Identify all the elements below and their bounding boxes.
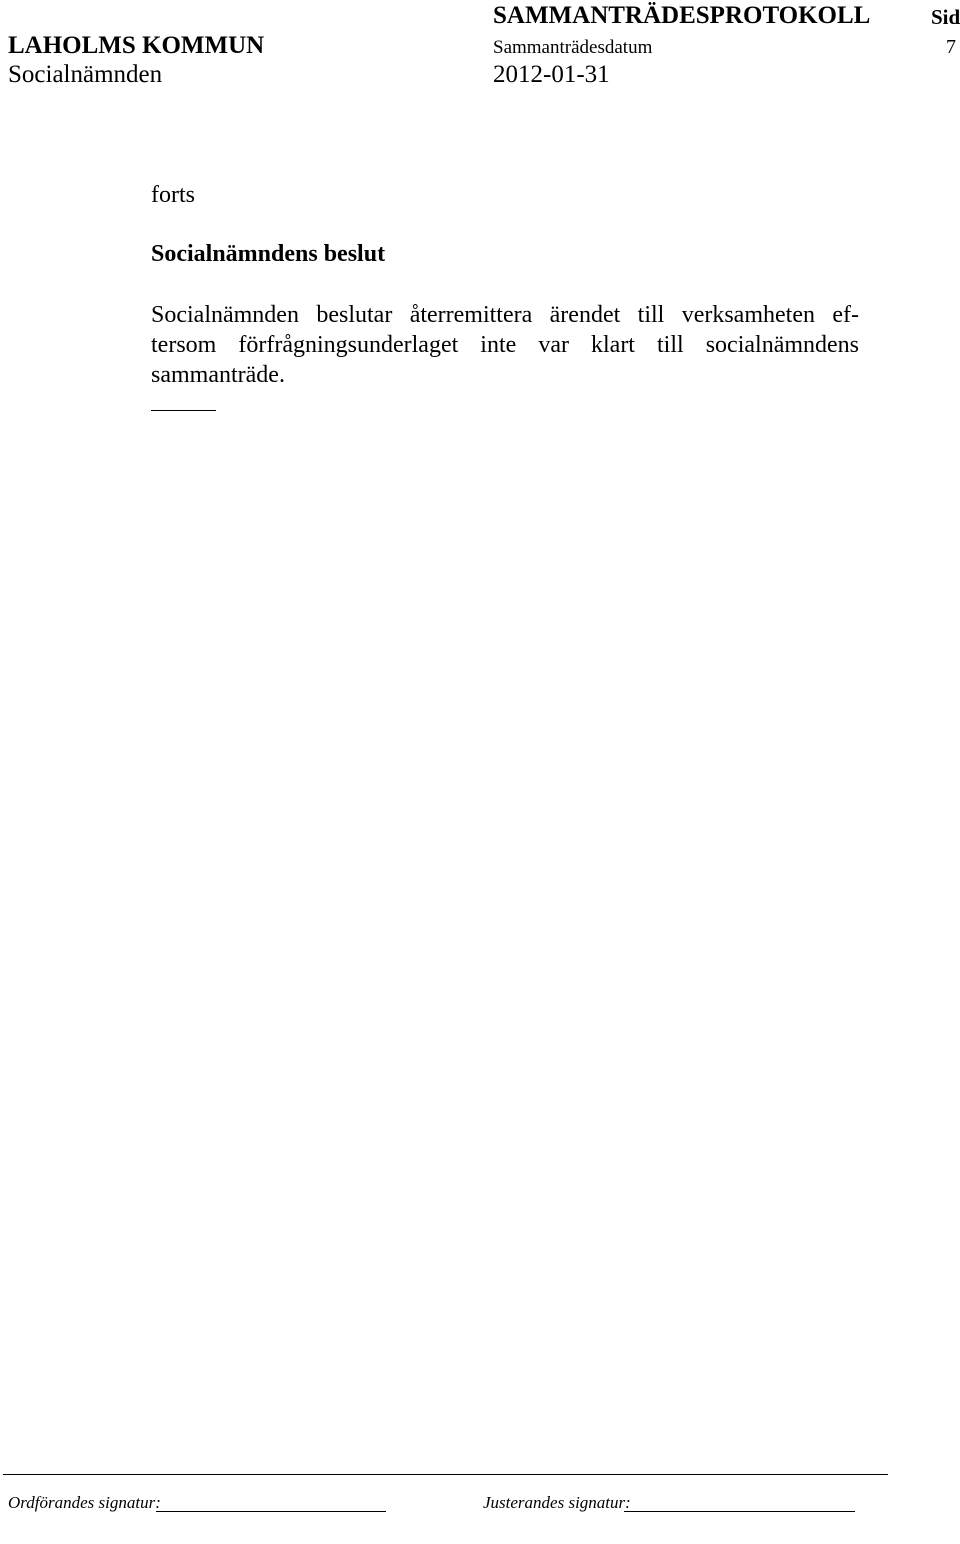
decision-paragraph (151, 300, 859, 390)
page-number: 7 (946, 36, 956, 58)
adjuster-signature-line (624, 1511, 855, 1512)
meeting-date-label: Sammanträdesdatum (493, 37, 653, 58)
adjuster-signature-label: Justerandes signatur: (483, 1493, 631, 1512)
paragraph-line: sammanträde. (151, 362, 285, 388)
decision-heading: Socialnämndens beslut (151, 241, 386, 267)
organization-name: LAHOLMS KOMMUN (8, 32, 265, 59)
section-end-rule (151, 410, 216, 411)
paragraph-line: Socialnämnden beslutar återremittera ärendet till verksamheten ef- (151, 302, 859, 328)
meeting-date: 2012-01-31 (493, 61, 610, 88)
document-type: SAMMANTRÄDESPROTOKOLL (493, 2, 871, 29)
chair-signature-line (156, 1511, 386, 1512)
footer-divider (3, 1474, 888, 1475)
page-label: Sid (931, 5, 960, 29)
committee-name: Socialnämnden (8, 61, 163, 88)
paragraph-line: tersom förfrågningsunderlaget inte var klart till socialnämndens (151, 332, 859, 358)
continued-label: forts (151, 182, 195, 208)
chair-signature-label: Ordförandes signatur: (8, 1493, 161, 1512)
